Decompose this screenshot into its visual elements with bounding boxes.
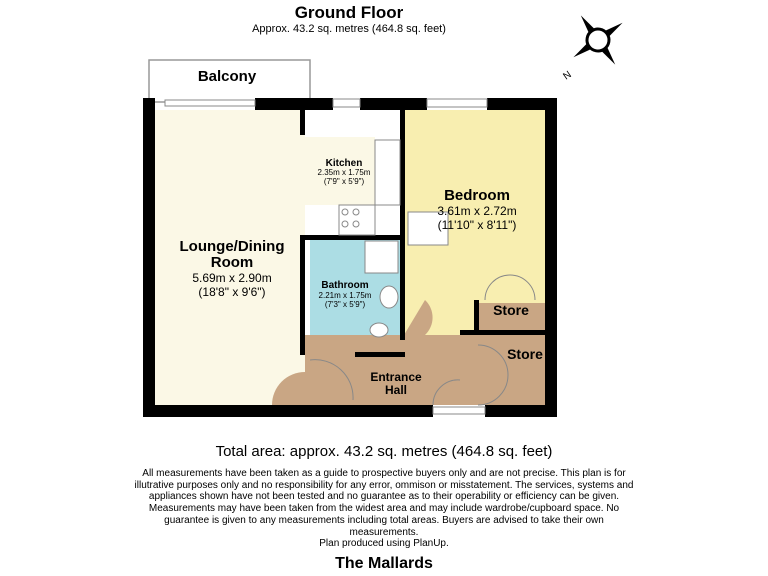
svg-text:2.21m x 1.75m: 2.21m x 1.75m bbox=[318, 291, 372, 300]
compass-icon bbox=[556, 0, 640, 82]
floor-area-subtitle: Approx. 43.2 sq. metres (464.8 sq. feet) bbox=[252, 23, 446, 35]
disclaimer bbox=[130, 468, 638, 550]
svg-text:(7'3" x 5'9"): (7'3" x 5'9") bbox=[324, 300, 366, 309]
total-area: Total area: approx. 43.2 sq. metres (464.8 sq. feet) bbox=[215, 443, 553, 460]
property-name: The Mallards bbox=[335, 555, 433, 572]
shower-tray bbox=[365, 241, 398, 273]
svg-text:Bedroom: Bedroom bbox=[444, 187, 510, 204]
svg-text:Hall: Hall bbox=[384, 383, 408, 397]
svg-text:Bathroom: Bathroom bbox=[321, 280, 369, 291]
floor-title: Ground Floor bbox=[294, 3, 404, 22]
svg-text:Kitchen: Kitchen bbox=[325, 158, 363, 169]
disclaimer-text: All measurements have been taken as a guide to prospective buyers only and are not precise. This plan is for illutrative purposes only and no responsibility for any error, ommison or misstatement. The services, systems and appliances shown have not been tested and no guarantee as to their operability or efficiency can be given. Measurements may have been taken from the widest area and may include wardrobe/cupboard space. No guarantee is given to any measurements including total areas. Buyers are advised to take their own measurements. bbox=[134, 468, 634, 538]
svg-text:(7'9" x 5'9"): (7'9" x 5'9") bbox=[323, 177, 365, 186]
svg-text:Entrance: Entrance bbox=[370, 370, 422, 384]
svg-text:2.35m x 1.75m: 2.35m x 1.75m bbox=[317, 168, 371, 177]
compass-north-label: N bbox=[561, 69, 574, 83]
svg-text:3.61m x 2.72m: 3.61m x 2.72m bbox=[437, 204, 517, 218]
store-1-label: Store bbox=[493, 302, 529, 318]
bedroom-label bbox=[437, 187, 516, 232]
bathroom-basin bbox=[380, 286, 398, 308]
svg-text:(11'10" x 8'11"): (11'10" x 8'11") bbox=[437, 218, 517, 232]
produced-by: Plan produced using PlanUp. bbox=[319, 538, 449, 550]
toilet bbox=[370, 323, 388, 337]
svg-text:Lounge/Dining: Lounge/Dining bbox=[179, 238, 285, 255]
svg-text:Room: Room bbox=[210, 254, 254, 271]
svg-text:5.69m x 2.90m: 5.69m x 2.90m bbox=[192, 271, 272, 285]
bathroom-label bbox=[319, 280, 372, 309]
balcony-label: Balcony bbox=[197, 68, 257, 85]
svg-text:(18'8" x 9'6"): (18'8" x 9'6") bbox=[198, 285, 266, 299]
store-2-label: Store bbox=[507, 346, 543, 362]
kitchen-sink bbox=[375, 140, 400, 205]
